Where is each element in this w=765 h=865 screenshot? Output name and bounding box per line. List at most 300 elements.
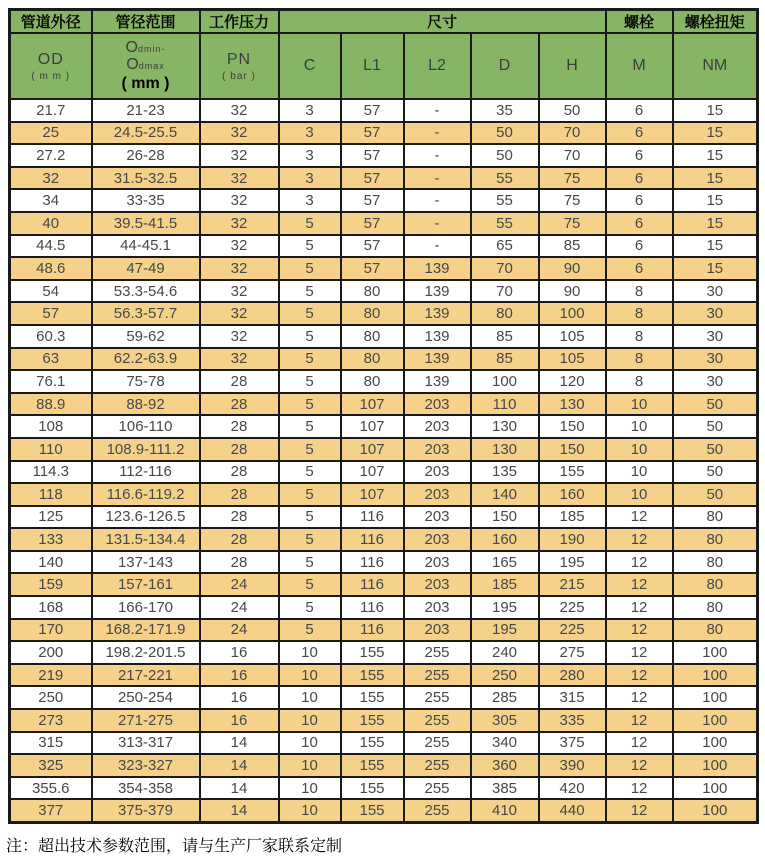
- table-cell: 50: [471, 122, 539, 145]
- table-cell: 100: [673, 777, 758, 800]
- table-cell: 375-379: [92, 799, 200, 822]
- table-cell: 27.2: [10, 144, 92, 167]
- table-cell: 8: [606, 325, 673, 348]
- header-working-pressure: 工作压力: [200, 10, 279, 34]
- table-cell: 57: [341, 257, 404, 280]
- table-cell: 12: [606, 686, 673, 709]
- table-cell: 75-78: [92, 370, 200, 393]
- table-cell: 63: [10, 348, 92, 371]
- table-cell: 360: [471, 754, 539, 777]
- table-cell: 285: [471, 686, 539, 709]
- table-cell: 225: [539, 619, 606, 642]
- table-cell: 12: [606, 573, 673, 596]
- table-cell: -: [404, 144, 471, 167]
- subheader-h: H: [539, 33, 606, 99]
- table-row: [10, 551, 758, 574]
- table-cell: 160: [539, 483, 606, 506]
- table-cell: 273: [10, 709, 92, 732]
- table-row: [10, 641, 758, 664]
- table-row: [10, 415, 758, 438]
- table-cell: 16: [200, 664, 279, 687]
- table-cell: 80: [341, 280, 404, 303]
- table-cell: 32: [10, 167, 92, 190]
- table-cell: 15: [673, 235, 758, 258]
- table-row: [10, 754, 758, 777]
- table-cell: 16: [200, 641, 279, 664]
- header-bolt-torque: 螺栓扭矩: [673, 10, 758, 34]
- table-cell: 12: [606, 754, 673, 777]
- table-cell: -: [404, 189, 471, 212]
- table-row: [10, 257, 758, 280]
- table-cell: 34: [10, 189, 92, 212]
- od-min-symbol: Odmin-: [125, 38, 166, 56]
- table-cell: 30: [673, 280, 758, 303]
- table-cell: 6: [606, 257, 673, 280]
- table-cell: 70: [471, 257, 539, 280]
- pn-symbol: PN: [226, 50, 252, 68]
- table-cell: 160: [471, 528, 539, 551]
- table-cell: 116: [341, 551, 404, 574]
- table-cell: 155: [539, 461, 606, 484]
- table-cell: 47-49: [92, 257, 200, 280]
- od-unit: ( m m ): [31, 70, 71, 82]
- table-row: [10, 573, 758, 596]
- table-cell: 15: [673, 122, 758, 145]
- table-cell: 195: [471, 619, 539, 642]
- table-cell: 57: [10, 302, 92, 325]
- table-cell: 32: [200, 144, 279, 167]
- table-cell: 24: [200, 573, 279, 596]
- table-cell: 10: [279, 709, 341, 732]
- table-cell: 70: [539, 144, 606, 167]
- table-cell: 12: [606, 596, 673, 619]
- table-header: [10, 10, 758, 100]
- table-cell: 10: [279, 799, 341, 822]
- table-cell: 28: [200, 415, 279, 438]
- table-cell: 100: [673, 732, 758, 755]
- table-cell: 85: [539, 235, 606, 258]
- table-cell: 10: [606, 393, 673, 416]
- table-cell: 107: [341, 438, 404, 461]
- table-cell: 32: [200, 235, 279, 258]
- table-cell: 75: [539, 167, 606, 190]
- table-cell: 28: [200, 483, 279, 506]
- table-cell: 100: [673, 686, 758, 709]
- table-cell: 114.3: [10, 461, 92, 484]
- table-row: [10, 483, 758, 506]
- table-cell: 100: [673, 799, 758, 822]
- table-cell: 100: [471, 370, 539, 393]
- table-cell: 139: [404, 370, 471, 393]
- table-cell: 12: [606, 506, 673, 529]
- table-row: [10, 777, 758, 800]
- table-cell: 8: [606, 280, 673, 303]
- table-cell: 255: [404, 641, 471, 664]
- table-cell: 155: [341, 664, 404, 687]
- table-cell: 30: [673, 370, 758, 393]
- table-cell: 10: [279, 777, 341, 800]
- table-cell: 10: [606, 461, 673, 484]
- table-cell: 55: [471, 167, 539, 190]
- table-cell: 271-275: [92, 709, 200, 732]
- table-cell: 118: [10, 483, 92, 506]
- table-cell: 28: [200, 528, 279, 551]
- table-cell: 6: [606, 212, 673, 235]
- table-cell: 32: [200, 257, 279, 280]
- table-cell: 203: [404, 483, 471, 506]
- table-cell: 8: [606, 348, 673, 371]
- table-cell: 105: [539, 348, 606, 371]
- table-cell: 130: [539, 393, 606, 416]
- table-cell: 50: [471, 144, 539, 167]
- table-cell: 14: [200, 777, 279, 800]
- table-cell: 12: [606, 641, 673, 664]
- table-cell: 57: [341, 167, 404, 190]
- table-cell: 15: [673, 212, 758, 235]
- table-cell: 390: [539, 754, 606, 777]
- table-cell: 24.5-25.5: [92, 122, 200, 145]
- subheader-l2: L2: [404, 33, 471, 99]
- table-cell: 100: [673, 641, 758, 664]
- table-cell: 323-327: [92, 754, 200, 777]
- table-cell: 12: [606, 664, 673, 687]
- table-cell: 5: [279, 370, 341, 393]
- od-max-symbol: Odmax: [126, 56, 165, 74]
- table-cell: 108: [10, 415, 92, 438]
- table-cell: 107: [341, 483, 404, 506]
- table-cell: 203: [404, 438, 471, 461]
- table-cell: -: [404, 99, 471, 122]
- table-cell: 107: [341, 461, 404, 484]
- table-cell: 139: [404, 302, 471, 325]
- table-cell: 44.5: [10, 235, 92, 258]
- table-cell: 57: [341, 189, 404, 212]
- range-unit: ( mm ): [121, 75, 170, 92]
- table-cell: 203: [404, 551, 471, 574]
- table-cell: 375: [539, 732, 606, 755]
- table-cell: 57: [341, 144, 404, 167]
- table-cell: 377: [10, 799, 92, 822]
- table-cell: 190: [539, 528, 606, 551]
- table-row: [10, 686, 758, 709]
- table-cell: 139: [404, 280, 471, 303]
- table-row: [10, 122, 758, 145]
- table-row: [10, 302, 758, 325]
- table-cell: 50: [673, 415, 758, 438]
- table-cell: 110: [471, 393, 539, 416]
- table-row: [10, 212, 758, 235]
- table-cell: 32: [200, 348, 279, 371]
- table-cell: 155: [341, 709, 404, 732]
- table-cell: 140: [10, 551, 92, 574]
- table-cell: 5: [279, 596, 341, 619]
- table-cell: 65: [471, 235, 539, 258]
- table-cell: -: [404, 167, 471, 190]
- table-cell: 130: [471, 438, 539, 461]
- subheader-l1: L1: [341, 33, 404, 99]
- table-cell: 255: [404, 777, 471, 800]
- table-cell: 10: [279, 686, 341, 709]
- table-cell: 255: [404, 799, 471, 822]
- table-cell: 198.2-201.5: [92, 641, 200, 664]
- table-cell: 203: [404, 393, 471, 416]
- table-cell: 30: [673, 302, 758, 325]
- table-cell: 12: [606, 799, 673, 822]
- subheader-od-range: [92, 33, 200, 99]
- table-cell: 32: [200, 122, 279, 145]
- table-row: [10, 664, 758, 687]
- table-cell: 57: [341, 212, 404, 235]
- table-cell: 55: [471, 212, 539, 235]
- table-cell: 5: [279, 438, 341, 461]
- table-cell: 8: [606, 370, 673, 393]
- table-cell: 139: [404, 325, 471, 348]
- table-cell: 5: [279, 393, 341, 416]
- table-cell: 10: [606, 483, 673, 506]
- table-cell: 123.6-126.5: [92, 506, 200, 529]
- table-row: [10, 461, 758, 484]
- table-cell: 15: [673, 167, 758, 190]
- table-cell: 6: [606, 235, 673, 258]
- table-row: [10, 528, 758, 551]
- table-cell: 100: [673, 709, 758, 732]
- table-cell: 3: [279, 122, 341, 145]
- table-cell: 130: [471, 415, 539, 438]
- table-cell: 75: [539, 189, 606, 212]
- table-cell: 203: [404, 619, 471, 642]
- table-cell: 217-221: [92, 664, 200, 687]
- table-cell: 157-161: [92, 573, 200, 596]
- table-cell: 90: [539, 280, 606, 303]
- table-cell: 155: [341, 641, 404, 664]
- table-cell: 5: [279, 551, 341, 574]
- table-cell: 5: [279, 461, 341, 484]
- table-cell: 88-92: [92, 393, 200, 416]
- table-body: [10, 99, 758, 822]
- table-cell: 10: [279, 754, 341, 777]
- table-cell: 12: [606, 709, 673, 732]
- table-cell: 116: [341, 573, 404, 596]
- pipe-spec-table: [8, 8, 759, 824]
- table-cell: 6: [606, 122, 673, 145]
- table-cell: 150: [539, 415, 606, 438]
- table-cell: 168: [10, 596, 92, 619]
- table-cell: 57: [341, 235, 404, 258]
- table-cell: 5: [279, 619, 341, 642]
- table-cell: 85: [471, 325, 539, 348]
- table-cell: 5: [279, 528, 341, 551]
- table-cell: 150: [539, 438, 606, 461]
- table-cell: 80: [341, 370, 404, 393]
- table-cell: 120: [539, 370, 606, 393]
- table-cell: 219: [10, 664, 92, 687]
- table-cell: 315: [10, 732, 92, 755]
- table-cell: 28: [200, 370, 279, 393]
- table-cell: 3: [279, 189, 341, 212]
- table-cell: 80: [673, 551, 758, 574]
- table-cell: 32: [200, 302, 279, 325]
- table-cell: 305: [471, 709, 539, 732]
- table-cell: 50: [539, 99, 606, 122]
- table-cell: 80: [673, 596, 758, 619]
- table-cell: 12: [606, 619, 673, 642]
- table-cell: 60.3: [10, 325, 92, 348]
- table-cell: 185: [539, 506, 606, 529]
- table-cell: -: [404, 122, 471, 145]
- table-cell: 280: [539, 664, 606, 687]
- table-cell: 15: [673, 144, 758, 167]
- table-cell: 203: [404, 573, 471, 596]
- table-cell: 28: [200, 551, 279, 574]
- table-cell: 5: [279, 280, 341, 303]
- table-cell: 14: [200, 754, 279, 777]
- table-cell: 5: [279, 348, 341, 371]
- table-cell: 80: [471, 302, 539, 325]
- table-cell: 131.5-134.4: [92, 528, 200, 551]
- table-cell: 100: [539, 302, 606, 325]
- table-cell: 12: [606, 777, 673, 800]
- table-cell: 12: [606, 732, 673, 755]
- table-cell: 55: [471, 189, 539, 212]
- table-cell: 133: [10, 528, 92, 551]
- table-row: [10, 370, 758, 393]
- table-cell: 21-23: [92, 99, 200, 122]
- table-cell: 203: [404, 506, 471, 529]
- table-cell: 112-116: [92, 461, 200, 484]
- table-cell: 240: [471, 641, 539, 664]
- table-cell: 255: [404, 686, 471, 709]
- table-cell: 195: [471, 596, 539, 619]
- table-cell: 250: [471, 664, 539, 687]
- table-cell: 48.6: [10, 257, 92, 280]
- table-cell: 168.2-171.9: [92, 619, 200, 642]
- table-cell: 340: [471, 732, 539, 755]
- table-cell: 107: [341, 415, 404, 438]
- table-cell: 255: [404, 664, 471, 687]
- table-cell: 32: [200, 325, 279, 348]
- table-row: [10, 235, 758, 258]
- table-cell: 57: [341, 122, 404, 145]
- od-symbol: OD: [37, 50, 64, 68]
- subheader-c: C: [279, 33, 341, 99]
- header-dimensions: 尺寸: [279, 10, 606, 34]
- header-pipe-diameter-range: 管径范围: [92, 10, 200, 34]
- table-cell: 80: [673, 528, 758, 551]
- table-cell: 59-62: [92, 325, 200, 348]
- footnote: 注：超出技术参数范围，请与生产厂家联系定制: [6, 837, 343, 855]
- table-cell: 255: [404, 754, 471, 777]
- header-pipe-outer-diameter: 管道外径: [10, 10, 92, 34]
- table-cell: 116: [341, 506, 404, 529]
- subheader-d: D: [471, 33, 539, 99]
- table-cell: -: [404, 212, 471, 235]
- table-cell: 16: [200, 709, 279, 732]
- table-cell: 166-170: [92, 596, 200, 619]
- table-row: [10, 393, 758, 416]
- table-cell: 155: [341, 799, 404, 822]
- table-cell: 50: [673, 461, 758, 484]
- table-cell: 6: [606, 189, 673, 212]
- table-row: [10, 709, 758, 732]
- table-cell: 32: [200, 212, 279, 235]
- table-cell: 15: [673, 189, 758, 212]
- table-cell: 139: [404, 348, 471, 371]
- table-cell: 6: [606, 144, 673, 167]
- table-cell: 10: [606, 415, 673, 438]
- table-row: [10, 799, 758, 822]
- table-cell: 12: [606, 551, 673, 574]
- table-cell: 135: [471, 461, 539, 484]
- table-cell: 203: [404, 415, 471, 438]
- table-row: [10, 99, 758, 122]
- table-cell: 15: [673, 99, 758, 122]
- group-header-row: [10, 10, 758, 34]
- table-cell: 80: [673, 573, 758, 596]
- table-row: [10, 348, 758, 371]
- table-cell: 80: [673, 506, 758, 529]
- table-cell: 5: [279, 257, 341, 280]
- table-cell: 10: [279, 664, 341, 687]
- table-cell: 70: [539, 122, 606, 145]
- table-cell: 57: [341, 99, 404, 122]
- table-cell: 70: [471, 280, 539, 303]
- table-row: [10, 619, 758, 642]
- table-cell: 255: [404, 709, 471, 732]
- table-cell: 275: [539, 641, 606, 664]
- table-cell: 325: [10, 754, 92, 777]
- table-cell: 185: [471, 573, 539, 596]
- subheader-od: [10, 33, 92, 99]
- table-row: [10, 280, 758, 303]
- table-cell: -: [404, 235, 471, 258]
- table-cell: 3: [279, 167, 341, 190]
- table-cell: 155: [341, 777, 404, 800]
- table-cell: 40: [10, 212, 92, 235]
- table-cell: 255: [404, 732, 471, 755]
- subheader-pn: [200, 33, 279, 99]
- table-cell: 31.5-32.5: [92, 167, 200, 190]
- table-row: [10, 189, 758, 212]
- table-row: [10, 144, 758, 167]
- table-cell: 106-110: [92, 415, 200, 438]
- table-cell: 50: [673, 393, 758, 416]
- table-cell: 10: [279, 732, 341, 755]
- table-cell: 32: [200, 167, 279, 190]
- table-cell: 420: [539, 777, 606, 800]
- table-cell: 215: [539, 573, 606, 596]
- pn-unit: ( bar ): [222, 70, 256, 82]
- table-cell: 5: [279, 415, 341, 438]
- table-row: [10, 325, 758, 348]
- table-cell: 75: [539, 212, 606, 235]
- table-cell: 50: [673, 483, 758, 506]
- table-cell: 25: [10, 122, 92, 145]
- table-cell: 15: [673, 257, 758, 280]
- table-cell: 24: [200, 619, 279, 642]
- table-cell: 116: [341, 596, 404, 619]
- table-cell: 355.6: [10, 777, 92, 800]
- table-cell: 44-45.1: [92, 235, 200, 258]
- table-cell: 5: [279, 235, 341, 258]
- table-row: [10, 438, 758, 461]
- table-cell: 30: [673, 348, 758, 371]
- table-cell: 28: [200, 438, 279, 461]
- table-cell: 137-143: [92, 551, 200, 574]
- table-cell: 110: [10, 438, 92, 461]
- table-cell: 33-35: [92, 189, 200, 212]
- table-cell: 100: [673, 664, 758, 687]
- table-cell: 440: [539, 799, 606, 822]
